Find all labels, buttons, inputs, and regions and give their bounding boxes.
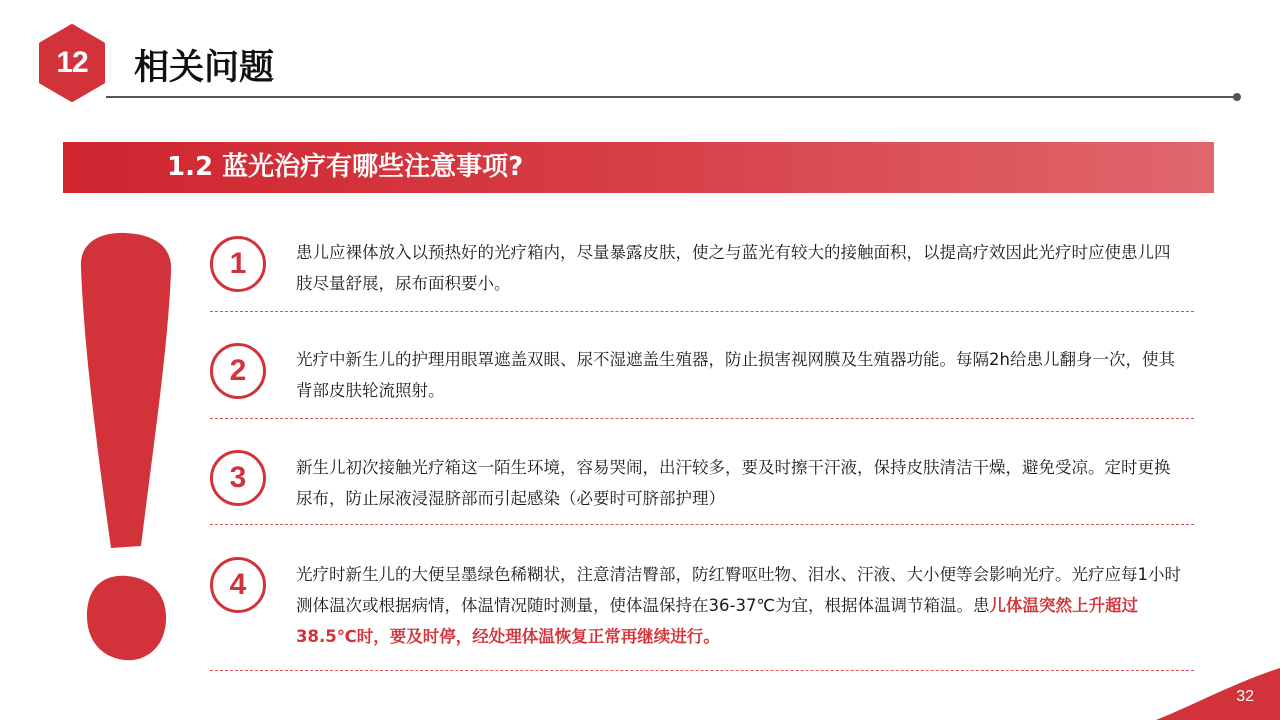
item-text-2: 光疗中新生儿的护理用眼罩遮盖双眼、尿不湿遮盖生殖器，防止损害视网膜及生殖器功能。每隔2h给患儿翻身一次，使其背部皮肤轮流照射。 <box>296 350 1175 400</box>
chapter-badge <box>38 24 106 102</box>
item-text-3: 新生儿初次接触光疗箱这一陌生环境，容易哭闹，出汗较多，要及时擦干汗液，保持皮肤清洁干燥，避免受凉。定时更换尿布，防止尿液浸湿脐部而引起感染（必要时可脐部护理） <box>296 458 1171 508</box>
item-number-4: 4 <box>210 557 266 613</box>
item-divider <box>210 524 1194 525</box>
item-text-1: 患儿应裸体放入以预热好的光疗箱内，尽量暴露皮肤，使之与蓝光有较大的接触面积，以提高疗效因此光疗时应使患儿四肢尽量舒展，尿布面积要小。 <box>296 243 1171 293</box>
item-text-4 <box>296 559 1186 652</box>
item-divider <box>210 670 1194 671</box>
chapter-number: 12 <box>56 46 88 79</box>
item-divider <box>210 418 1194 419</box>
title-divider-dot <box>1233 93 1241 101</box>
item-divider <box>210 311 1194 312</box>
title-divider <box>106 96 1236 98</box>
item-text-4-highlight: 儿体温突然上升超过38.5℃时，要及时停，经处理体温恢复正常再继续进行。 <box>296 596 1138 646</box>
corner-decoration <box>1156 662 1280 720</box>
item-number-2: 2 <box>210 343 266 399</box>
exclamation-icon <box>75 228 175 668</box>
item-number-3: 3 <box>210 450 266 506</box>
item-number-1: 1 <box>210 236 266 292</box>
section-banner <box>63 142 1214 193</box>
page-number: 32 <box>1236 688 1254 705</box>
item-text-4-body: 光疗时新生儿的大便呈墨绿色稀糊状，注意清洁臀部，防红臀呕吐物、泪水、汗液、大小便等会影响光疗。光疗应每1小时测体温次或根据病情，体温情况随时测量，使体温保持在36-37℃为宜，根据体温调节箱温。患 <box>296 565 1181 615</box>
page-title: 相关问题 <box>134 48 275 88</box>
section-heading: 1.2 蓝光治疗有哪些注意事项? <box>167 152 524 182</box>
